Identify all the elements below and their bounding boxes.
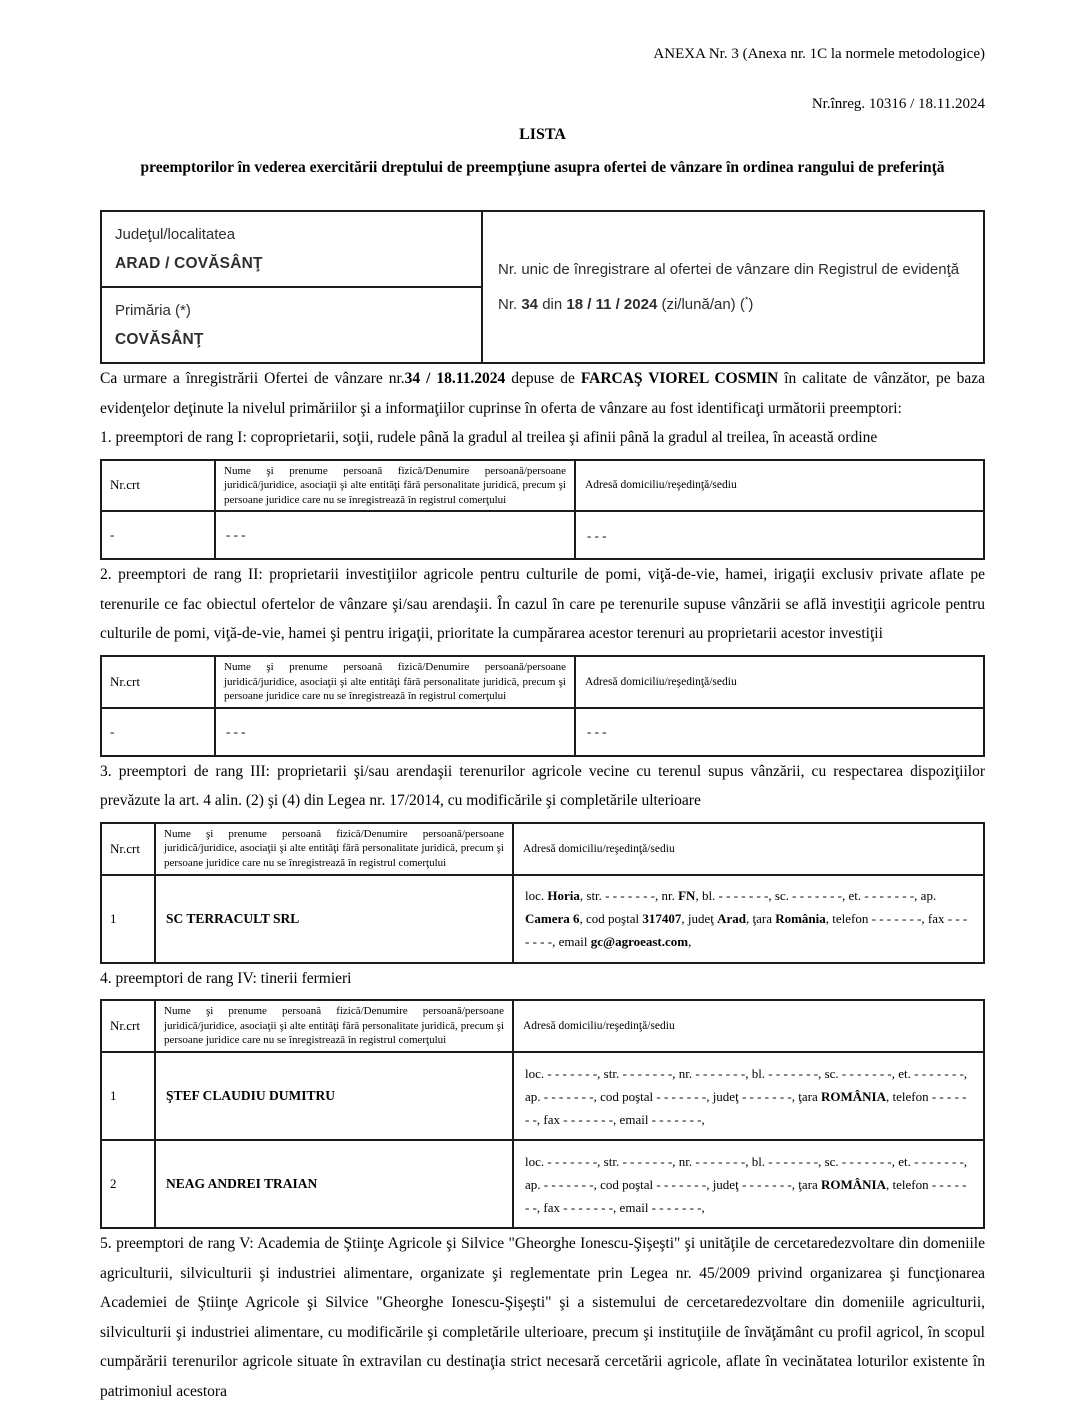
rank2-paragraph: 2. preemptori de rang II: proprietarii investiţiilor agricole pentru culturile de pomi, viţă-de-vie, hamei, irigaţii exclusiv private aflate pe terenurile ce fac obiectul ofertelor de vânzare şi/sau arendaşii. În cazul în care pe terenurile supuse vânzării se află investiţii agricole pentru culturile de pomi, viţă-de-vie, hamei şi pentru irigaţii, prioritate la cumpărarea acestor terenuri au proprietarii acestor investiţii xyxy=(100,566,985,643)
col-header-nr: Nr.crt xyxy=(101,823,155,875)
rank1-table xyxy=(100,459,985,561)
col-header-address: Adresă domiciliu/reşedinţă/sediu xyxy=(513,823,984,875)
rank3-header-row xyxy=(101,823,984,875)
row-name: NEAG ANDREI TRAIAN xyxy=(155,1140,513,1228)
county-label: Judeţul/localitatea xyxy=(115,226,236,243)
row-address: loc. - - - - - - -, str. - - - - - - -, nr. - - - - - - -, bl. - - - - - - -, sc. - - - - - - -, et. - - - - - - -, ap. - - - - - - -, cod poştal - - - - - - -, judeţ - - - - - - -, ţara ROMÂNIA, telefon - - - - - - -, fax - - - - - - -, email - - - - - - -, xyxy=(513,1140,984,1228)
row-address: - - - xyxy=(575,511,984,559)
cityhall-value: COVĂSÂNŢ xyxy=(115,331,204,348)
rank1-paragraph: 1. preemptori de rang I: coproprietarii, soţii, rudele până la gradul al treilea şi afinii până la gradul al treilea, în această ordine xyxy=(100,429,878,446)
registry-number-line: Nr. 34 din 18 / 11 / 2024 (zi/lună/an) (*) xyxy=(498,295,754,313)
rank4-paragraph: 4. preemptori de rang IV: tinerii fermieri xyxy=(100,969,352,987)
col-header-address: Adresă domiciliu/reşedinţă/sediu xyxy=(575,656,984,708)
document-subtitle: preemptorilor în vederea exercitării dreptului de preempţiune asupra ofertei de vânzare în ordinea rangului de preferinţă xyxy=(140,159,945,176)
rank3-paragraph: 3. preemptori de rang III: proprietarii şi/sau arendaşii terenurilor agricole vecine cu terenul supus vânzării, cu respectarea dispoziţiilor prevăzute la art. 4 alin. (2) şi (4) din Legea nr. 17/2014, cu modificările şi completările ulterioare xyxy=(100,762,985,810)
row-nr: 1 xyxy=(101,1052,155,1140)
intro-paragraph: Ca urmare a înregistrării Ofertei de vânzare nr.34 / 18.11.2024 depuse de FARCAŞ VIOREL COSMIN în calitate de vânzător, pe baza evidenţelor deţinute la nivelul primăriilor şi a informaţiilor cuprinse în oferta de vânzare au fost identificaţi următorii preemptori: xyxy=(100,370,985,417)
row-name: ŞTEF CLAUDIU DUMITRU xyxy=(155,1052,513,1140)
table-row xyxy=(101,708,984,756)
col-header-nr: Nr.crt xyxy=(101,656,215,708)
row-address: - - - xyxy=(575,708,984,756)
registration-number: Nr.înreg. 10316 / 18.11.2024 xyxy=(811,96,985,112)
county-value: ARAD / COVĂSÂNŢ xyxy=(115,255,263,272)
col-header-nr: Nr.crt xyxy=(101,460,215,512)
col-header-name: Nume şi prenume persoană fizică/Denumire persoană/persoane juridică/juridice, asociaţii şi alte entităţi fără personalitate juridică, precum şi persoane juridice care nu se înregistrează în registrul comerţului xyxy=(155,1000,513,1052)
rank2-table xyxy=(100,655,985,757)
cityhall-label: Primăria (*) xyxy=(115,302,191,319)
col-header-address: Adresă domiciliu/reşedinţă/sediu xyxy=(513,1000,984,1052)
rank4-header-row xyxy=(101,1000,984,1052)
row-address: loc. Horia, str. - - - - - - -, nr. FN, bl. - - - - - - -, sc. - - - - - - -, et. - - - - - - -, ap. Camera 6, cod poştal 317407, judeţ Arad, ţara România, telefon - - - - - - -, fax - - - - - - -, email gc@agroeast.com, xyxy=(513,875,984,963)
col-header-nr: Nr.crt xyxy=(101,1000,155,1052)
document-title: LISTA xyxy=(519,126,566,143)
row-name: - - - xyxy=(215,708,575,756)
rank5-paragraph: 5. preemptori de rang V: Academia de Ştiinţe Agricole şi Silvice "Gheorghe Ionescu-Şişeşti" şi unităţile de cercetaredezvoltare din domeniile agriculturii, silviculturii şi industriei alimentare, organizate şi reglementate prin Legea nr. 45/2009 privind organizarea şi funcţionarea Academiei de Ştiinţe Agricole şi Silvice "Gheorghe Ionescu-Şişeşti" şi a sistemului de cercetaredezvoltare din domeniile agriculturii, silviculturii şi industriei alimentare, cu modificările şi completările ulterioare, precum şi instituţiile de învăţământ cu profil agricol, în scopul cumpărării terenurilor agricole situate în extravilan cu destinaţia strict necesară cercetării agricole, aflate în vecinătatea loturilor existente în patrimoniul acestora xyxy=(100,1235,985,1400)
row-nr: 2 xyxy=(101,1140,155,1228)
registry-info-table xyxy=(100,210,985,364)
row-nr: - xyxy=(101,511,215,559)
row-address: loc. - - - - - - -, str. - - - - - - -, nr. - - - - - - -, bl. - - - - - - -, sc. - - - - - - -, et. - - - - - - -, ap. - - - - - - -, cod poştal - - - - - - -, judeţ - - - - - - -, ţara ROMÂNIA, telefon - - - - - - -, fax - - - - - - -, email - - - - - - -, xyxy=(513,1052,984,1140)
table-row xyxy=(101,511,984,559)
col-header-name: Nume şi prenume persoană fizică/Denumire persoană/persoane juridică/juridice, asociaţii şi alte entităţi fără personalitate juridică, precum şi persoane juridice care nu se înregistrează în registrul comerţului xyxy=(215,656,575,708)
rank4-table xyxy=(100,999,985,1229)
rank3-table xyxy=(100,822,985,964)
row-name: - - - xyxy=(215,511,575,559)
table-row xyxy=(101,1140,984,1228)
col-header-address: Adresă domiciliu/reşedinţă/sediu xyxy=(575,460,984,512)
row-nr: - xyxy=(101,708,215,756)
col-header-name: Nume şi prenume persoană fizică/Denumire persoană/persoane juridică/juridice, asociaţii şi alte entităţi fără personalitate juridică, precum şi persoane juridice care nu se înregistrează în registrul comerţului xyxy=(155,823,513,875)
row-name: SC TERRACULT SRL xyxy=(155,875,513,963)
rank2-header-row xyxy=(101,656,984,708)
annex-note: ANEXA Nr. 3 (Anexa nr. 1C la normele metodologice) xyxy=(653,46,985,62)
info-row-county xyxy=(101,211,984,287)
registry-number-cell xyxy=(482,211,984,363)
row-nr: 1 xyxy=(101,875,155,963)
table-row xyxy=(101,875,984,963)
table-row xyxy=(101,1052,984,1140)
rank1-header-row xyxy=(101,460,984,512)
registry-title: Nr. unic de înregistrare al ofertei de vânzare din Registrul de evidenţă xyxy=(498,261,960,278)
col-header-name: Nume şi prenume persoană fizică/Denumire persoană/persoane juridică/juridice, asociaţii şi alte entităţi fără personalitate juridică, precum şi persoane juridice care nu se înregistrează în registrul comerţului xyxy=(215,460,575,512)
